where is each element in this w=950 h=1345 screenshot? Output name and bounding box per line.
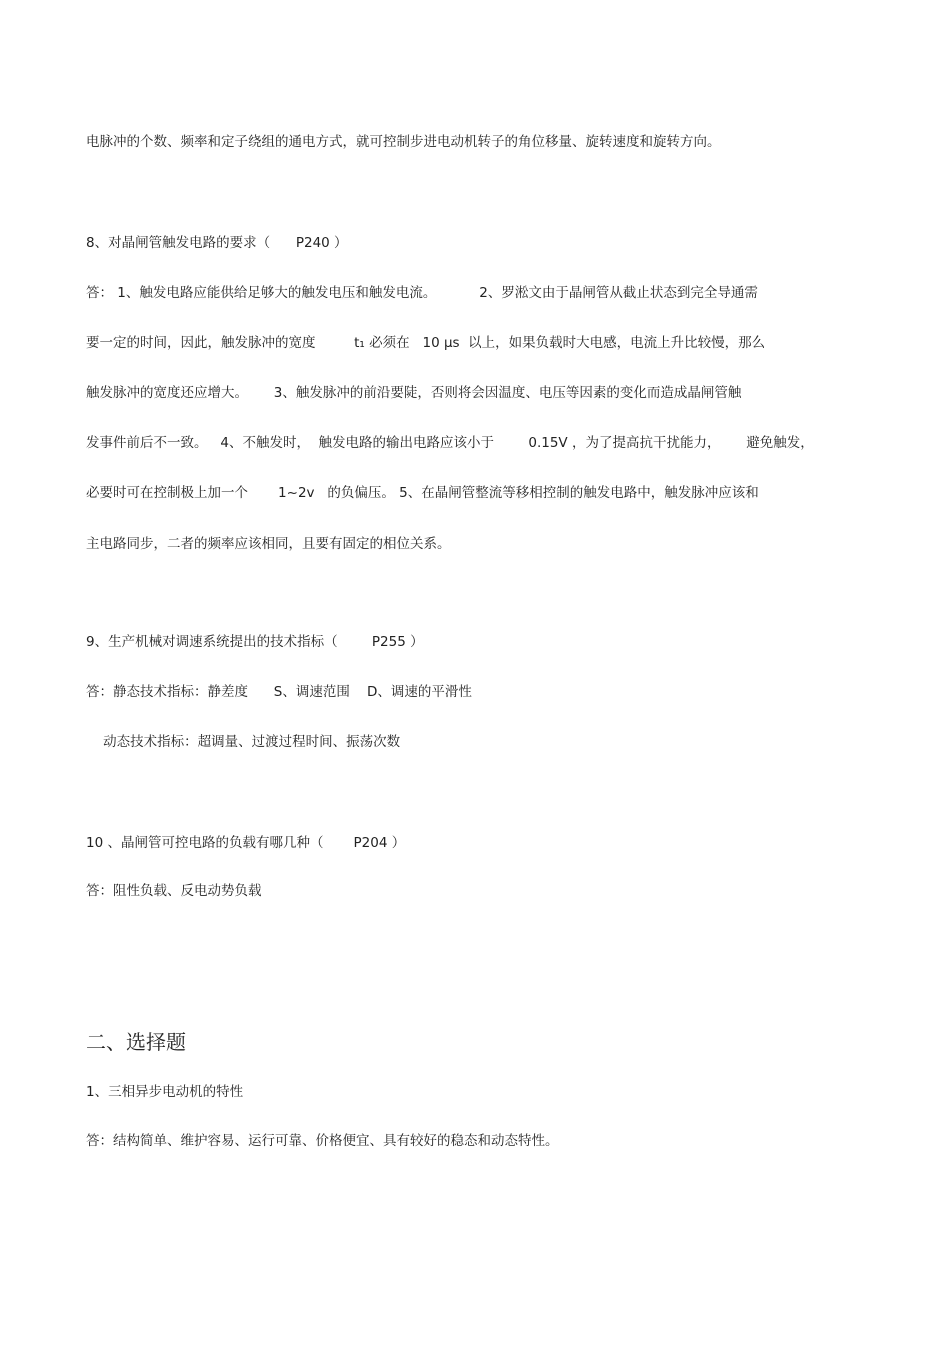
answer-8-line-2: 要一定的时间，因此，触发脉冲的宽度 t₁ 必须在 10 μs 以上，如果负载时大电感，电流上升比较慢，那么: [86, 335, 766, 351]
answer-9-line-2: 动态技术指标：超调量、过渡过程时间、振荡次数: [86, 734, 401, 750]
choice-answer-1: 答：结构简单、维护容易、运行可靠、价格便宜、具有较好的稳态和动态特性。: [86, 1133, 559, 1149]
question-9-title: 9、生产机械对调速系统提出的技术指标（ P255 ）: [86, 634, 424, 650]
answer-8-line-4: 发事件前后不一致。 4、不触发时， 触发电路的输出电路应该小于 0.15V ，为了提高抗干扰能力， 避免触发，: [86, 435, 814, 451]
answer-10-line-1: 答：阻性负载、反电动势负载: [86, 883, 262, 899]
answer-8-line-1: 答： 1、触发电路应能供给足够大的触发电压和触发电流。 2、罗淞文由于晶闸管从截止状态到完全导通需: [86, 285, 758, 301]
text-line-stepper-motor: 电脉冲的个数、频率和定子绕组的通电方式，就可控制步进电动机转子的角位移量、旋转速度和旋转方向。: [86, 134, 721, 150]
section-heading: 二、选择题: [86, 1030, 186, 1054]
choice-question-1-title: 1、三相异步电动机的特性: [86, 1084, 244, 1100]
question-10-title: 10 、晶闸管可控电路的负载有哪几种（ P204 ）: [86, 835, 406, 851]
question-8-title: 8、对晶闸管触发电路的要求（ P240 ）: [86, 235, 348, 251]
answer-8-line-3: 触发脉冲的宽度还应增大。 3、触发脉冲的前沿要陡，否则将会因温度、电压等因素的变化而造成晶闸管触: [86, 385, 742, 401]
answer-9-line-1: 答：静态技术指标：静差度 S、调速范围 D、调速的平滑性: [86, 684, 472, 700]
answer-8-line-6: 主电路同步，二者的频率应该相同，且要有固定的相位关系。: [86, 536, 451, 552]
answer-8-line-5: 必要时可在控制极上加一个 1~2v 的负偏压。 5、在晶闸管整流等移相控制的触发电路中，触发脉冲应该和: [86, 485, 759, 501]
